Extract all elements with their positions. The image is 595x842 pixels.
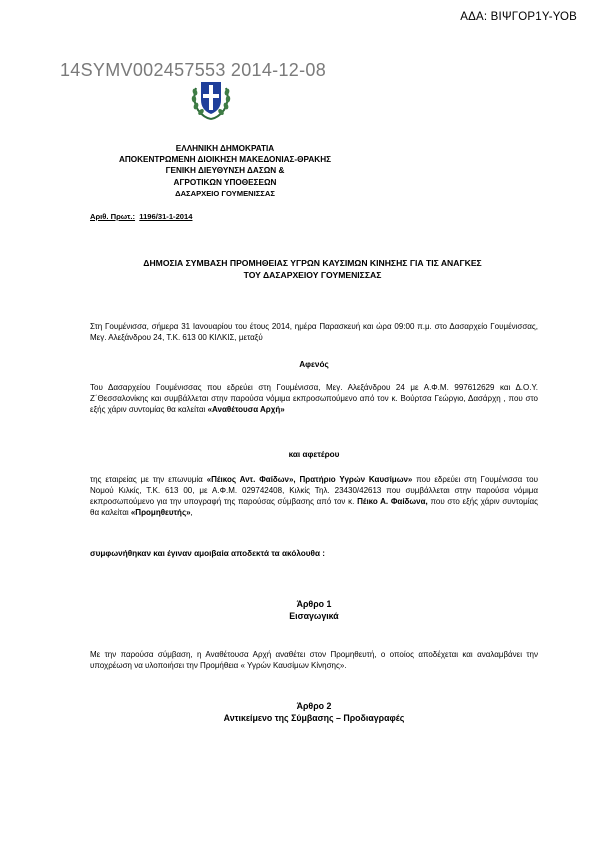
protocol-label: Αριθ. Πρωτ.: xyxy=(90,212,136,221)
header-line-2: ΑΠΟΚΕΝΤΡΩΜΕΝΗ ΔΙΟΙΚΗΣΗ ΜΑΚΕΔΟΝΙΑΣ-ΘΡΑΚΗΣ xyxy=(118,155,332,165)
party2-mid: που εδρεύει στη Γουμένισσα του Νομού Κιλκίς, Τ.Κ. 613 00, με Α.Φ.Μ. 029742408, Κιλκίς Τηλ. 23430/42613 που συμβάλλεται στην παρούσα νόμιμα εκπροσωπούμενο για την υπογραφή της παρούσας σύμβασης από τον κ. xyxy=(90,475,538,506)
afeterou-heading: και αφετέρου xyxy=(288,450,340,459)
greek-emblem-icon xyxy=(188,76,234,122)
party1-text: Του Δασαρχείου Γουμένισσας που εδρεύει στη Γουμένισσα, Μεγ. Αλεξάνδρου 24 με Α.Φ.Μ. 997612629 και Δ.Ο.Υ. Ζ΄Θεσσαλονίκης και συμβάλλεται στην παρούσα νόμιμα εκπροσωπούμενο από τον κ. Βούρτσα Γεώργιο, Δασάρχη , που στο εξής χάριν συντομίας θα καλείται xyxy=(90,383,538,414)
document-stamp: 14SYMV002457553 2014-12-08 xyxy=(60,60,327,80)
header-line-3: ΓΕΝΙΚΗ ΔΙΕΥΘΥΝΣΗ ΔΑΣΩΝ & xyxy=(165,166,285,176)
ada-code: ΑΔΑ: ΒΙΨΓΟΡ1Υ-ΥΟΒ xyxy=(460,11,577,23)
party2-post: που στο εξής χάριν συντομίας θα καλείται xyxy=(90,497,538,517)
title-line-2: ΤΟΥ ΔΑΣΑΡΧΕΙΟΥ ΓΟΥΜΕΝΙΣΣΑΣ xyxy=(243,270,382,280)
protocol-value: 1196/31-1-2014 xyxy=(139,212,193,221)
protocol-number xyxy=(90,212,192,221)
party2-rep: Πέικο Α. Φαίδωνα, xyxy=(357,497,428,506)
article-2-number: Άρθρο 2 xyxy=(296,701,332,711)
party2-paragraph xyxy=(90,474,538,518)
party2-end: , xyxy=(190,508,193,517)
article-2-title: Αντικείμενο της Σύμβασης – Προδιαγραφές xyxy=(223,713,405,723)
article-1-heading xyxy=(90,598,538,622)
title-line-1: ΔΗΜΟΣΙΑ ΣΥΜΒΑΣΗ ΠΡΟΜΗΘΕΙΑΣ ΥΓΡΩΝ ΚΑΥΣΙΜΩΝ ΚΙΝΗΣΗΣ ΓΙΑ ΤΙΣ ΑΝΑΓΚΕΣ xyxy=(143,258,482,268)
intro-paragraph: Στη Γουμένισσα, σήμερα 31 Ιανουαρίου του έτους 2014, ημέρα Παρασκευή και ώρα 09:00 π.μ. στο Δασαρχείο Γουμένισσας, Μεγ. Αλεξάνδρου 24, Τ.Κ. 613 00 ΚΙΛΚΙΣ, μεταξύ xyxy=(90,322,538,342)
header-line-5: ΔΑΣΑΡΧΕΙΟ ΓΟΥΜΕΝΙΣΣΑΣ xyxy=(175,188,275,198)
party1-paragraph xyxy=(90,382,538,415)
issuer-header xyxy=(80,143,370,199)
article-1-paragraph: Με την παρούσα σύμβαση, η Αναθέτουσα Αρχή αναθέτει στον Προμηθευτή, ο οποίος αποδέχεται και αναλαμβάνει την υποχρέωση να υλοποιήσει την Προμήθεια « Υγρών Καυσίμων Κίνησης». xyxy=(90,650,538,670)
article-1-title: Εισαγωγικά xyxy=(289,611,339,621)
header-line-4: ΑΓΡΟΤΙΚΩΝ ΥΠΟΘΕΣΕΩΝ xyxy=(173,177,277,187)
article-2-heading xyxy=(90,700,538,724)
contract-title xyxy=(80,257,545,281)
party2-name: «Πέικος Αντ. Φαίδων», Πρατήριο Υγρών Καυσίμων» xyxy=(206,475,413,484)
afenos-heading: Αφενός xyxy=(299,360,329,369)
party2-pre: της εταιρείας με την επωνυμία xyxy=(90,475,203,484)
header-line-1: ΕΛΛΗΝΙΚΗ ΔΗΜΟΚΡΑΤΙΑ xyxy=(175,144,275,153)
party1-role: «Αναθέτουσα Αρχή» xyxy=(207,405,285,414)
article-1-number: Άρθρο 1 xyxy=(296,599,332,609)
agreed-statement: συμφωνήθηκαν και έγιναν αμοιβαία αποδεκτά τα ακόλουθα : xyxy=(90,549,325,558)
party2-role: «Προμηθευτής» xyxy=(130,508,191,517)
